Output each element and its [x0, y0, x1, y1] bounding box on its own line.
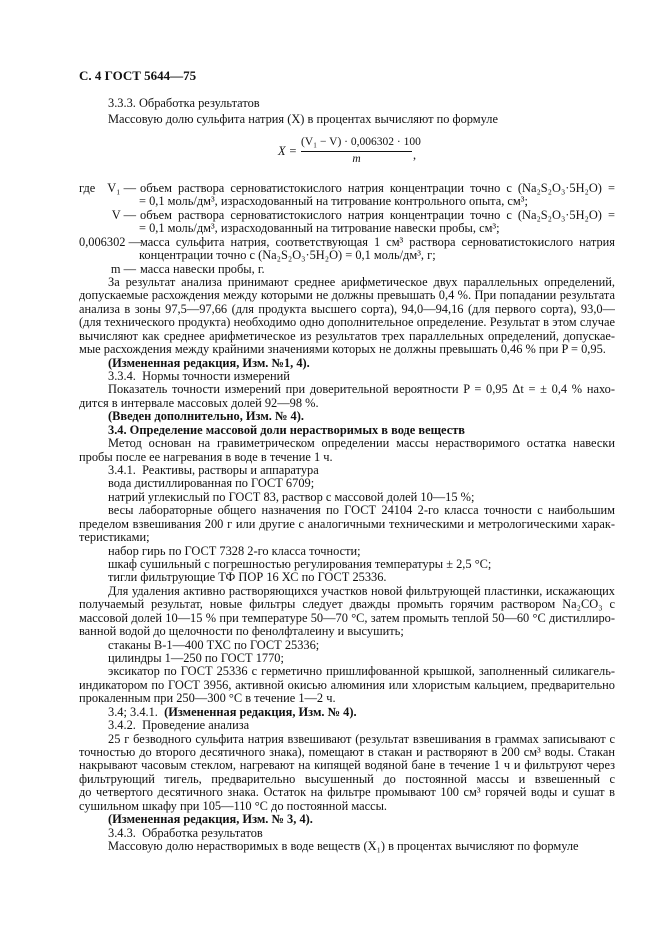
- text-line: [108, 275, 615, 289]
- line-text: до четвертого десятичного знака. Остаток на фильтре промывают 100 см³ горячей воды и сушат в: [79, 785, 615, 800]
- line-text: дится в интервале массовых долей 92—98 %.: [79, 395, 319, 410]
- formula-numerator: (V₁ − V) · 0,006302 · 100: [301, 136, 421, 148]
- text-line: [79, 611, 615, 625]
- text-line: [108, 651, 615, 665]
- line-text: За результат анализа принимают среднее арифметическое двух параллельных определений,: [108, 275, 615, 289]
- text-line: [79, 745, 615, 759]
- line-text: точностью до второго десятичного знака), помещают в стакан и растворяют в 200 см³ воды. Стакан: [79, 745, 615, 760]
- definition-line: [139, 248, 615, 262]
- line-text: сушильном шкафу при 105—110 °С до постоянной массы.: [79, 798, 388, 813]
- line-text: шкаф сушильный с погрешностью регулирования температуры ± 2,5 °С;: [108, 557, 492, 572]
- page-header: С. 4 ГОСТ 5644—75: [79, 68, 197, 83]
- line-text: цилиндры 1—250 по ГОСТ 1770;: [108, 651, 284, 666]
- definition-symbol: V —: [111, 207, 136, 222]
- line-text: набор гирь по ГОСТ 7328 2-го класса точности;: [108, 543, 361, 558]
- text-line: [79, 315, 615, 329]
- line-text: накрывают часовым стеклом, нагревают на кипящей водяной бане в течение 1 ч и фильтруют через: [79, 758, 615, 773]
- line-text: 3.4.1. Реактивы, растворы и аппаратура: [108, 463, 319, 478]
- line-text: 3.4; 3.4.1.: [108, 704, 165, 719]
- text-line: [79, 758, 615, 772]
- amendment-note: [108, 812, 615, 826]
- text-line: [79, 517, 615, 531]
- text-line: [108, 463, 615, 477]
- line-text: ванной водой до щелочности по фенолфталеину и высушить;: [79, 624, 404, 639]
- formula-intro-text: Массовую долю сульфита натрия (X) в процентах вычисляют по формуле: [108, 112, 498, 126]
- amendment-note: [108, 356, 615, 370]
- definition-symbol: 0,006302 —: [79, 234, 141, 249]
- line-text: = 0,1 моль/дм³, израсходованный на титрование навески пробы, см³;: [139, 221, 500, 236]
- line-text: = 0,1 моль/дм³, израсходованный на титрование контрольного опыта, см³;: [139, 194, 528, 209]
- line-text: прокаленным при 250—300 °С в течение 1—2 ч.: [79, 691, 336, 706]
- line-text: масса навески пробы, г.: [140, 261, 265, 276]
- text-line: [108, 718, 615, 732]
- text-line: [108, 584, 615, 598]
- text-line: [108, 369, 615, 383]
- line-text: Для удаления активно растворяющихся участков новой фильтрующей пластинки, искажающих: [108, 583, 615, 598]
- formula-lhs: X =: [278, 144, 298, 158]
- line-text: Показатель точности измерений при доверительной вероятности P = 0,95 Δt = ± 0,4 % нахо-: [108, 382, 615, 397]
- text-line: [108, 544, 615, 558]
- bold-text: (Измененная редакция, Изм. № 4).: [164, 704, 357, 719]
- text-line: [108, 476, 615, 490]
- line-text: вычисляют как среднее арифметическое из результатов трех параллельных определений, допускае-: [79, 328, 615, 343]
- formula-x: [270, 134, 430, 168]
- text-line: [108, 490, 615, 504]
- line-text: Метод основан на гравиметрическом определении массы нерастворимого остатка навески: [108, 436, 615, 451]
- text-line: [79, 450, 615, 464]
- line-text: вода дистиллированная по ГОСТ 6709;: [108, 476, 315, 491]
- definition-line: [140, 181, 615, 195]
- line-text: теристиками;: [79, 530, 150, 545]
- text-line: [79, 530, 615, 544]
- line-text: концентрации точно c (Na₂S₂O₃·5H₂O) = 0,1 моль/дм³, г;: [139, 248, 436, 263]
- line-text: пробы после ее нагревания в воде в течение 1 ч.: [79, 449, 333, 464]
- definition-symbol: V₁ —: [107, 181, 136, 195]
- text-line: [108, 557, 615, 571]
- definition-line: [140, 262, 615, 276]
- line-text: 3.4.3. Обработка результатов: [108, 825, 263, 840]
- line-text: весы лабораторные общего назначения по ГОСТ 24104 2-го класса точности с наибольшим: [108, 503, 615, 518]
- text-line: [79, 597, 615, 611]
- text-line: [79, 302, 615, 316]
- formula-denominator: m: [352, 153, 361, 165]
- line-text: масса сульфита натрия, соответствующая 1 см³ раствора серноватистокислого натрия: [140, 234, 615, 249]
- line-text: 3.4.2. Проведение анализа: [108, 718, 250, 733]
- text-line: [79, 624, 615, 638]
- line-text: фильтрующий тигель, предварительно высушенный до постоянной массы и взвешенный с: [79, 771, 615, 786]
- line-text: получаемый результат, новые фильтры следует дважды промыть горячим раствором Na₂CO₃ с: [79, 597, 615, 612]
- bold-text: (Измененная редакция, Изм. № 3, 4).: [108, 812, 313, 827]
- line-text: 3.3.4. Нормы точности измерений: [108, 369, 290, 384]
- text-line: [79, 691, 615, 705]
- fraction-bar: [301, 151, 412, 152]
- text-line: [79, 772, 615, 786]
- line-text: пределом взвешивания 200 г или другие с аналогичными техническими и метрологическими харак-: [79, 516, 615, 531]
- line-text: объем раствора серноватистокислого натрия концентрации точно c (Na₂S₂O₃·5H₂O) =: [140, 207, 615, 222]
- line-text: мые расхождения между крайними значениями которых не должны превышать 0,46 % при P = 0,95.: [79, 342, 606, 357]
- text-line: [79, 342, 615, 356]
- line-text: Массовую долю нерастворимых в воде веществ (X₁) в процентах вычисляют по формуле: [108, 839, 579, 854]
- definition-line: [139, 194, 615, 208]
- definition-symbol: m —: [110, 261, 136, 276]
- line-text: допускаемые расхождения между которыми не должны превышать 0,4 %. При попадании результата: [79, 288, 615, 303]
- amendment-note: [108, 423, 615, 437]
- text-line: [108, 382, 615, 396]
- text-line: [108, 664, 615, 678]
- line-text: массовой долей 10—15 % при температуре 50—70 °С, затем промыть теплой 50—60 °С дистиллиро-: [79, 610, 615, 625]
- text-line: [108, 570, 615, 584]
- text-line: [108, 732, 615, 746]
- definition-line: [140, 208, 615, 222]
- where-label: где: [79, 181, 96, 195]
- line-text: индикатором по ГОСТ 3956, активной окисью алюминия или хлористым кальцием, предварительно: [79, 677, 615, 692]
- text-line: [108, 826, 615, 840]
- text-line: [108, 503, 615, 517]
- text-line: [108, 705, 615, 719]
- text-line: [79, 678, 615, 692]
- bold-text: 3.4. Определение массовой доли нерастворимых в воде веществ: [108, 422, 465, 437]
- line-text: эксикатор по ГОСТ 25336 с герметично пришлифованной крышкой, заполненный силикагель-: [108, 664, 615, 679]
- text-line: [79, 785, 615, 799]
- amendment-note: [108, 409, 615, 423]
- text-line: [108, 839, 615, 853]
- bold-text: (Введен дополнительно, Изм. № 4).: [108, 409, 304, 424]
- text-line: [79, 288, 615, 302]
- line-text: 25 г безводного сульфита натрия взвешивают (результат взвешивания в граммах записывают с: [108, 731, 615, 746]
- line-text: (для технического продукта) необходимо одно дополнительное определение. Результат в этом случае: [79, 315, 615, 330]
- line-text: стаканы В-1—400 ТХС по ГОСТ 25336;: [108, 637, 320, 652]
- text-line: [79, 329, 615, 343]
- line-text: анализа в зоны 97,5—97,66 (для продукта высшего сорта), 94,0—94,16 (для первого сорта), 93,0—: [79, 301, 615, 316]
- line-text: объем раствора серноватистокислого натрия концентрации точно c (Na₂S₂O₃·5H₂O) =: [140, 181, 615, 195]
- line-text: натрий углекислый по ГОСТ 83, раствор с массовой долей 10—15 %;: [108, 489, 475, 504]
- text-line: [108, 436, 615, 450]
- text-line: [79, 799, 615, 813]
- bold-text: (Измененная редакция, Изм. №1, 4).: [108, 355, 310, 370]
- section-heading-3-3-3: 3.3.3. Обработка результатов: [108, 96, 260, 110]
- text-line: [108, 638, 615, 652]
- text-line: [79, 396, 615, 410]
- definition-line: [139, 221, 615, 235]
- line-text: тигли фильтрующие ТФ ПОР 16 ХС по ГОСТ 25336.: [108, 570, 387, 585]
- definition-line: [140, 235, 615, 249]
- formula-comma: ,: [413, 148, 417, 162]
